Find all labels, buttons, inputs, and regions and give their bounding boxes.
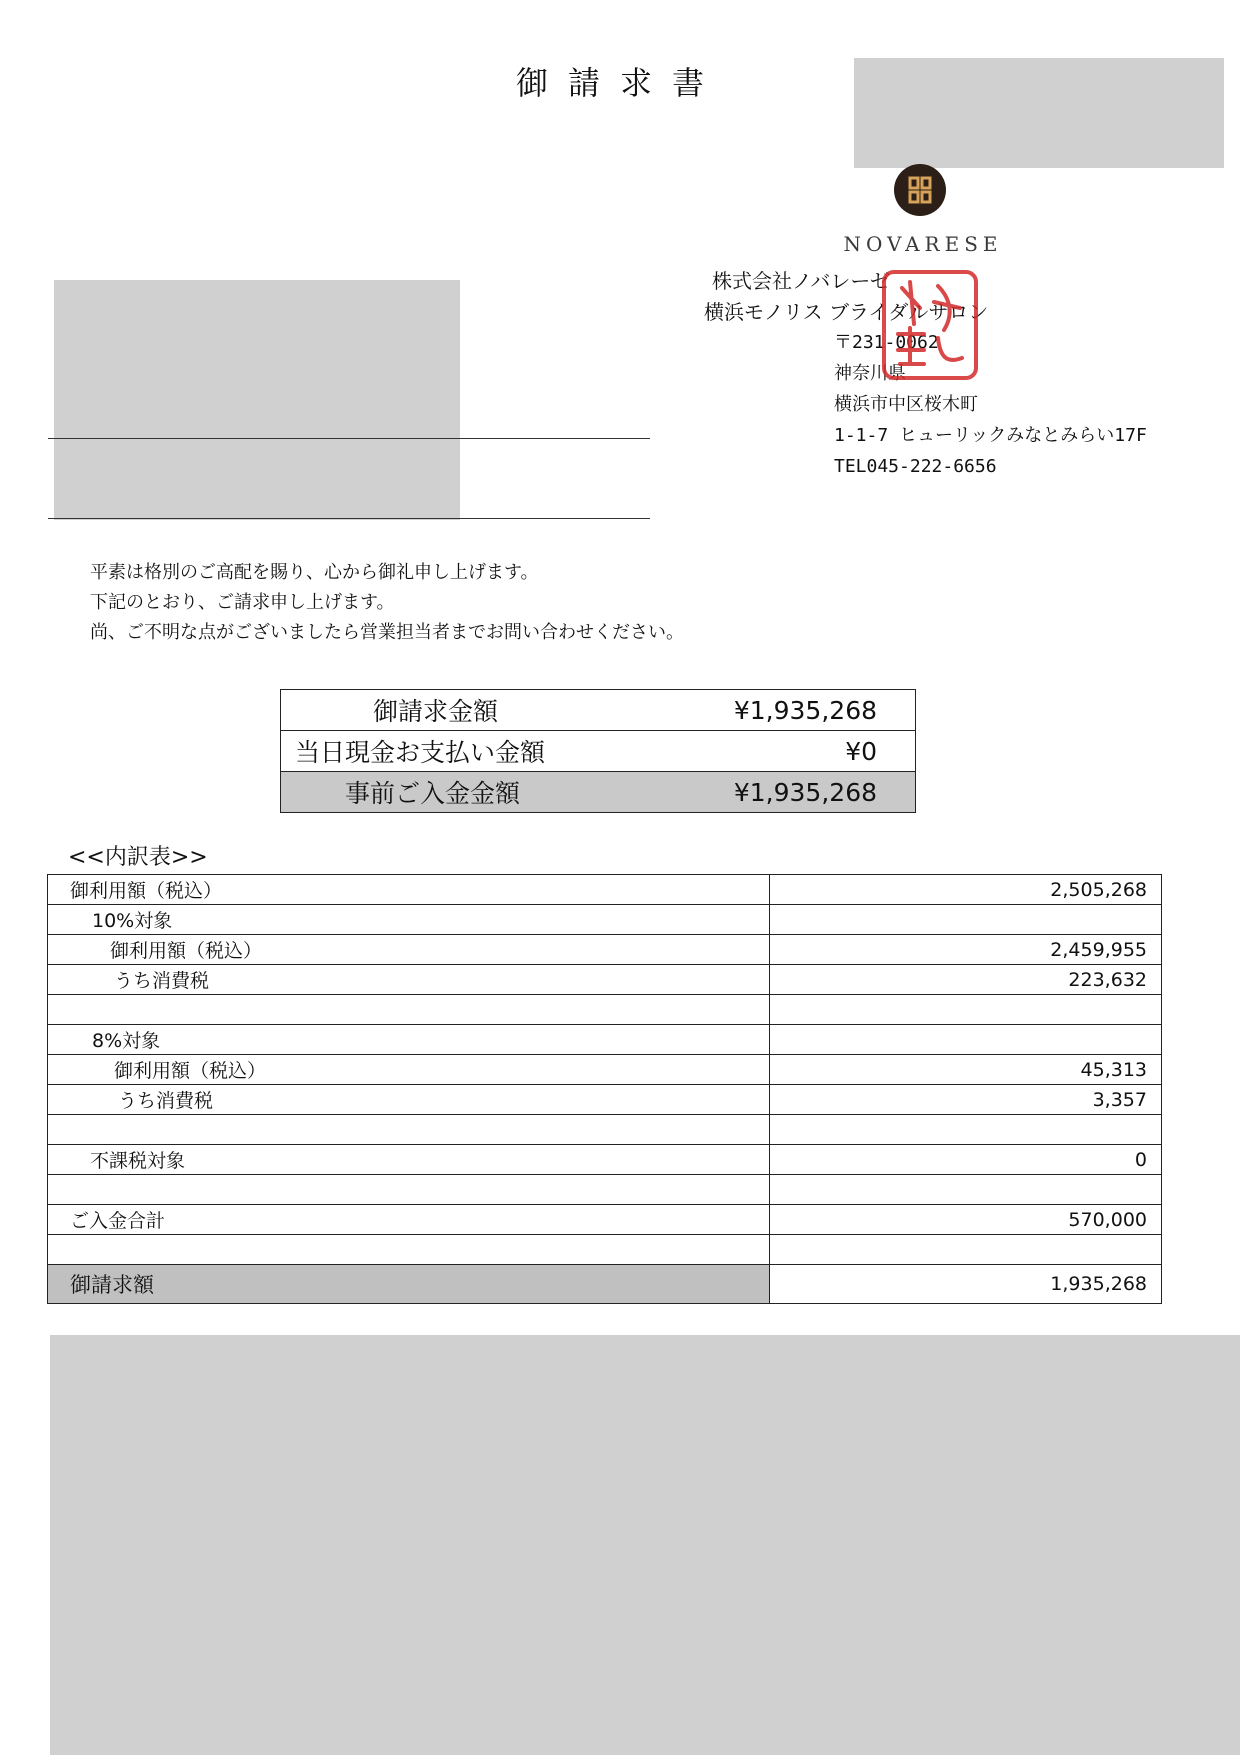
row-label [48,1265,770,1304]
summary-label: 当日現金お支払い金額 [281,731,667,772]
row-value [770,905,1162,935]
table-row [48,935,1162,965]
issuer-prefecture: 神奈川県 [834,363,906,384]
issuer-postal: 〒231-0062 [834,332,939,353]
redacted-block-bottom [50,1335,1240,1755]
novarese-logo-icon [894,164,946,216]
issuer-salon: 横浜モノリス ブライダルサロン [704,300,989,324]
row-label-text: うち消費税 [118,1090,214,1112]
recipient-rule-2 [48,518,650,519]
row-label [48,1145,770,1175]
summary-table [280,689,916,813]
row-value: 2,505,268 [770,875,1162,905]
table-row [48,1055,1162,1085]
issuer-city: 横浜市中区桜木町 [834,394,978,415]
table-row [48,905,1162,935]
issuer-street: 1-1-7 ヒューリックみなとみらい17F [834,425,1147,446]
row-value: 3,357 [770,1085,1162,1115]
row-label [48,1085,770,1115]
row-label [48,995,770,1025]
row-label [48,875,770,905]
row-label-text: うち消費税 [114,970,210,992]
row-value [770,1235,1162,1265]
greeting-text [90,558,684,648]
brand-logo-text: NOVARESE [843,232,1003,256]
row-value [770,995,1162,1025]
row-label [48,935,770,965]
row-label-text: ご入金合計 [70,1210,166,1232]
table-row-total [48,1265,1162,1304]
row-label [48,1235,770,1265]
row-label-text: 御利用額（税込） [70,880,223,902]
greeting-line: 平素は格別のご高配を賜り、心から御礼申し上げます。 [90,562,539,583]
table-row [48,1115,1162,1145]
table-row [48,1025,1162,1055]
table-row [48,1145,1162,1175]
table-row [48,995,1162,1025]
row-label [48,965,770,995]
table-row [48,1205,1162,1235]
breakdown-table [47,874,1162,1304]
row-label [48,1115,770,1145]
table-row [48,965,1162,995]
summary-value: ¥1,935,268 [666,772,915,813]
row-value: 2,459,955 [770,935,1162,965]
document-title: 御請求書 [515,64,724,102]
row-label-text: 10%対象 [92,910,173,932]
row-value [770,1025,1162,1055]
summary-label: 御請求金額 [281,690,667,731]
greeting-line: 尚、ご不明な点がございましたら営業担当者までお問い合わせください。 [90,622,684,643]
recipient-rule-1 [48,438,650,439]
summary-value: ¥1,935,268 [666,690,915,731]
summary-row [281,690,916,731]
row-value: 570,000 [770,1205,1162,1235]
table-row [48,875,1162,905]
row-label [48,1205,770,1235]
row-label [48,1025,770,1055]
row-value [770,1175,1162,1205]
row-label-text: 御請求額 [70,1273,154,1297]
greeting-line: 下記のとおり、ご請求申し上げます。 [90,592,395,613]
table-row [48,1175,1162,1205]
summary-row [281,772,916,813]
breakdown-title: <<内訳表>> [68,845,208,870]
table-row [48,1085,1162,1115]
row-label [48,905,770,935]
row-label [48,1055,770,1085]
row-label-text: 不課税対象 [90,1150,186,1172]
issuer-tel: TEL045-222-6656 [834,456,997,477]
row-label [48,1175,770,1205]
row-value: 1,935,268 [770,1265,1162,1304]
summary-value: ¥0 [666,731,915,772]
issuer-company: 株式会社ノバレーゼ [712,269,890,293]
row-value: 45,313 [770,1055,1162,1085]
row-value: 223,632 [770,965,1162,995]
summary-row [281,731,916,772]
table-row [48,1235,1162,1265]
summary-label: 事前ご入金金額 [281,772,667,813]
row-label-text: 御利用額（税込） [110,940,263,962]
row-value [770,1115,1162,1145]
redacted-block-recipient [54,280,460,520]
company-seal-stamp [880,268,980,382]
row-label-text: 御利用額（税込） [114,1060,267,1082]
row-value: 0 [770,1145,1162,1175]
row-label-text: 8%対象 [92,1030,161,1052]
